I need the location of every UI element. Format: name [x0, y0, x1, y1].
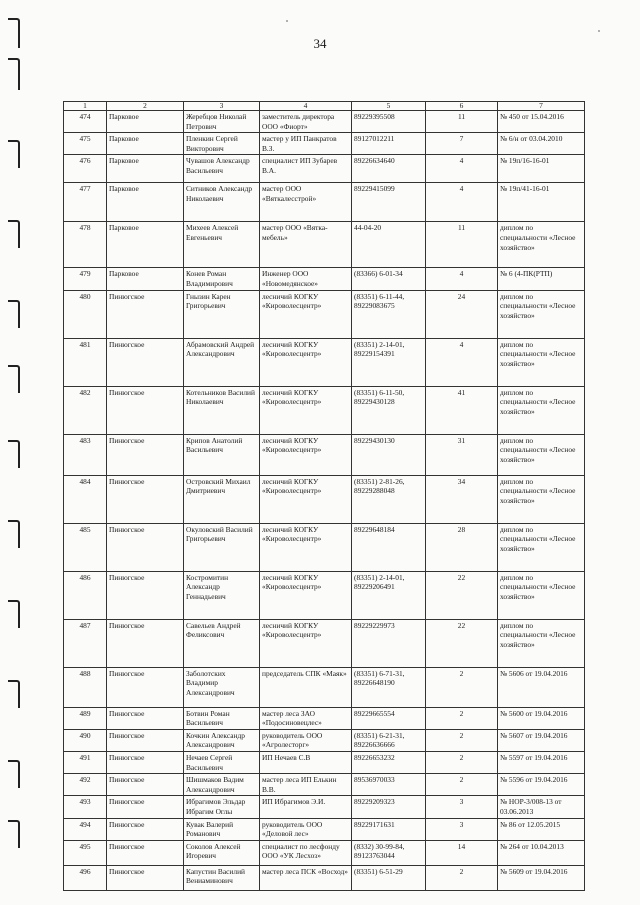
table-row: [64, 774, 585, 796]
table-row: [64, 619, 585, 667]
table-row: [64, 796, 585, 818]
row-number-cell: 494: [64, 818, 107, 840]
document-cell: диплом по специальности «Лесное хозяйство»: [498, 475, 585, 523]
full-name-cell: Шишмаков Вадим Александрович: [184, 774, 260, 796]
binder-mark: [8, 140, 20, 168]
district-cell: Парковое: [107, 183, 184, 222]
full-name-cell: Заболотских Владимир Александрович: [184, 667, 260, 707]
row-number-cell: 480: [64, 290, 107, 338]
document-cell: № НОР-3/008-13 от 03.06.2013: [498, 796, 585, 818]
row-number-cell: 481: [64, 338, 107, 386]
experience-cell: 3: [426, 796, 498, 818]
full-name-cell: Островский Михаил Дмитриевич: [184, 475, 260, 523]
position-cell: мастер у ИП Панкратов В.З.: [260, 133, 352, 155]
full-name-cell: Котельников Василий Николаевич: [184, 386, 260, 434]
experience-cell: 22: [426, 571, 498, 619]
row-number-cell: 491: [64, 751, 107, 773]
table-row: [64, 183, 585, 222]
experience-cell: 2: [426, 729, 498, 751]
header-cell: 1: [64, 102, 107, 111]
position-cell: мастер леса ПСК «Восход»: [260, 865, 352, 890]
phone-cell: 44-04-20: [352, 222, 426, 268]
table-row: [64, 222, 585, 268]
district-cell: Пинюгское: [107, 523, 184, 571]
position-cell: руководитель ООО «Агролесторг»: [260, 729, 352, 751]
row-number-cell: 493: [64, 796, 107, 818]
row-number-cell: 483: [64, 434, 107, 475]
experience-cell: 2: [426, 865, 498, 890]
table-row: [64, 155, 585, 183]
document-cell: диплом по специальности «Лесное хозяйство»: [498, 571, 585, 619]
binder-mark: [8, 440, 20, 468]
experience-cell: 28: [426, 523, 498, 571]
full-name-cell: Ситников Александр Николаевич: [184, 183, 260, 222]
phone-cell: (8332) 30-99-84, 89123763044: [352, 840, 426, 865]
table-row: [64, 667, 585, 707]
full-name-cell: Ибрагимов Эльдар Ибрагим Оглы: [184, 796, 260, 818]
position-cell: лесничий КОГКУ «Кироволесцентр»: [260, 290, 352, 338]
phone-cell: 89229395508: [352, 111, 426, 133]
position-cell: Инженер ООО «Новомедянское»: [260, 268, 352, 290]
full-name-cell: Кочкин Александр Александрович: [184, 729, 260, 751]
document-cell: диплом по специальности «Лесное хозяйство»: [498, 523, 585, 571]
phone-cell: 89229415099: [352, 183, 426, 222]
experience-cell: 4: [426, 183, 498, 222]
document-cell: № 5607 от 19.04.2016: [498, 729, 585, 751]
table-row: [64, 338, 585, 386]
phone-cell: 89229430130: [352, 434, 426, 475]
experience-cell: 31: [426, 434, 498, 475]
phone-cell: 89229209323: [352, 796, 426, 818]
phone-cell: 89229229973: [352, 619, 426, 667]
phone-cell: (83351) 6-21-31, 89226636666: [352, 729, 426, 751]
row-number-cell: 479: [64, 268, 107, 290]
district-cell: Пинюгское: [107, 707, 184, 729]
row-number-cell: 489: [64, 707, 107, 729]
district-cell: Пинюгское: [107, 840, 184, 865]
header-row: [64, 102, 585, 111]
document-cell: диплом по специальности «Лесное хозяйство»: [498, 290, 585, 338]
experience-cell: 14: [426, 840, 498, 865]
table-row: [64, 133, 585, 155]
row-number-cell: 477: [64, 183, 107, 222]
full-name-cell: Жеребцов Николай Петрович: [184, 111, 260, 133]
experience-cell: 11: [426, 222, 498, 268]
table-row: [64, 475, 585, 523]
experience-cell: 2: [426, 707, 498, 729]
row-number-cell: 490: [64, 729, 107, 751]
document-cell: диплом по специальности «Лесное хозяйство»: [498, 222, 585, 268]
row-number-cell: 476: [64, 155, 107, 183]
position-cell: руководитель ООО «Деловой лес»: [260, 818, 352, 840]
full-name-cell: Ботвин Роман Васильевич: [184, 707, 260, 729]
position-cell: лесничий КОГКУ «Кироволесцентр»: [260, 523, 352, 571]
position-cell: специалист по лесфонду ООО «УК Лесхоз»: [260, 840, 352, 865]
experience-cell: 2: [426, 751, 498, 773]
position-cell: заместитель директора ООО «Фиорт»: [260, 111, 352, 133]
position-cell: лесничий КОГКУ «Кироволесцентр»: [260, 386, 352, 434]
table-row: [64, 729, 585, 751]
page-number: 34: [313, 36, 327, 51]
document-cell: № 450 от 15.04.2016: [498, 111, 585, 133]
row-number-cell: 474: [64, 111, 107, 133]
table-row: [64, 840, 585, 865]
document-cell: диплом по специальности «Лесное хозяйство»: [498, 434, 585, 475]
row-number-cell: 475: [64, 133, 107, 155]
table-row: [64, 751, 585, 773]
row-number-cell: 486: [64, 571, 107, 619]
position-cell: лесничий КОГКУ «Кироволесцентр»: [260, 475, 352, 523]
district-cell: Пинюгское: [107, 667, 184, 707]
experience-cell: 11: [426, 111, 498, 133]
full-name-cell: Окуловский Василий Григорьевич: [184, 523, 260, 571]
position-cell: мастер леса ИП Елькин В.В.: [260, 774, 352, 796]
table-row: [64, 523, 585, 571]
full-name-cell: Костромитин Александр Геннадьевич: [184, 571, 260, 619]
phone-cell: (83351) 2-14-01, 89229206491: [352, 571, 426, 619]
header-cell: 7: [498, 102, 585, 111]
position-cell: специалист ИП Зубарев В.А.: [260, 155, 352, 183]
phone-cell: (83351) 6-51-29: [352, 865, 426, 890]
position-cell: мастер леса ЗАО «Подосиновецлес»: [260, 707, 352, 729]
district-cell: Парковое: [107, 133, 184, 155]
phone-cell: 89226653232: [352, 751, 426, 773]
scan-speck: [286, 20, 288, 22]
phone-cell: (83351) 2-14-01, 89229154391: [352, 338, 426, 386]
phone-cell: (83366) 6-01-34: [352, 268, 426, 290]
table-row: [64, 571, 585, 619]
experience-cell: 2: [426, 667, 498, 707]
phone-cell: (83351) 6-11-44, 89229083675: [352, 290, 426, 338]
full-name-cell: Капустин Василий Вениаминович: [184, 865, 260, 890]
header-cell: 5: [352, 102, 426, 111]
document-cell: № 5596 от 19.04.2016: [498, 774, 585, 796]
binder-mark: [8, 600, 20, 628]
row-number-cell: 485: [64, 523, 107, 571]
table-row: [64, 386, 585, 434]
phone-cell: 89229648184: [352, 523, 426, 571]
binder-mark: [8, 520, 20, 548]
row-number-cell: 496: [64, 865, 107, 890]
full-name-cell: Михеев Алексей Евгеньевич: [184, 222, 260, 268]
experience-cell: 4: [426, 268, 498, 290]
row-number-cell: 488: [64, 667, 107, 707]
phone-cell: (83351) 6-71-31, 89226648190: [352, 667, 426, 707]
position-cell: мастер ООО «Вяткалесстрой»: [260, 183, 352, 222]
table-row: [64, 865, 585, 890]
position-cell: ИП Ибрагимов Э.И.: [260, 796, 352, 818]
experience-cell: 4: [426, 338, 498, 386]
full-name-cell: Абрамовский Андрей Александрович: [184, 338, 260, 386]
document-cell: № 6/н от 03.04.2010: [498, 133, 585, 155]
district-cell: Пинюгское: [107, 751, 184, 773]
district-cell: Парковое: [107, 155, 184, 183]
header-cell: 2: [107, 102, 184, 111]
experience-cell: 34: [426, 475, 498, 523]
experience-cell: 24: [426, 290, 498, 338]
document-cell: диплом по специальности «Лесное хозяйство»: [498, 338, 585, 386]
document-cell: диплом по специальности «Лесное хозяйство»: [498, 386, 585, 434]
document-cell: № 86 от 12.05.2015: [498, 818, 585, 840]
document-cell: диплом по специальности «Лесное хозяйство»: [498, 619, 585, 667]
table-body: [64, 111, 585, 891]
binder-mark: [8, 760, 20, 788]
header-cell: 6: [426, 102, 498, 111]
experience-cell: 2: [426, 774, 498, 796]
binder-mark: [8, 300, 20, 328]
binder-holes: [2, 0, 32, 905]
table-row: [64, 268, 585, 290]
document-cell: № 19п/16-16-01: [498, 155, 585, 183]
district-cell: Пинюгское: [107, 290, 184, 338]
district-cell: Парковое: [107, 222, 184, 268]
full-name-cell: Савельев Андрей Феликсович: [184, 619, 260, 667]
full-name-cell: Пленкин Сергей Викторович: [184, 133, 260, 155]
district-cell: Пинюгское: [107, 774, 184, 796]
phone-cell: 89229171631: [352, 818, 426, 840]
district-cell: Пинюгское: [107, 338, 184, 386]
table-row: [64, 818, 585, 840]
district-cell: Пинюгское: [107, 434, 184, 475]
position-cell: мастер ООО «Вятка-мебель»: [260, 222, 352, 268]
full-name-cell: Кувак Валерий Романович: [184, 818, 260, 840]
header-cell: 3: [184, 102, 260, 111]
district-cell: Пинюгское: [107, 729, 184, 751]
binder-mark: [8, 365, 20, 393]
row-number-cell: 487: [64, 619, 107, 667]
row-number-cell: 495: [64, 840, 107, 865]
district-cell: Пинюгское: [107, 796, 184, 818]
district-cell: Парковое: [107, 268, 184, 290]
scan-speck: [598, 30, 600, 32]
phone-cell: 89127012211: [352, 133, 426, 155]
table-row: [64, 290, 585, 338]
full-name-cell: Конев Роман Владимирович: [184, 268, 260, 290]
district-cell: Пинюгское: [107, 571, 184, 619]
document-cell: № 5609 от 19.04.2016: [498, 865, 585, 890]
row-number-cell: 482: [64, 386, 107, 434]
full-name-cell: Чувашов Александр Васильевич: [184, 155, 260, 183]
table-row: [64, 707, 585, 729]
table-row: [64, 111, 585, 133]
document-cell: № 5606 от 19.04.2016: [498, 667, 585, 707]
district-cell: Пинюгское: [107, 619, 184, 667]
experience-cell: 41: [426, 386, 498, 434]
position-cell: лесничий КОГКУ «Кироволесцентр»: [260, 619, 352, 667]
experience-cell: 4: [426, 155, 498, 183]
district-cell: Парковое: [107, 111, 184, 133]
experience-cell: 22: [426, 619, 498, 667]
position-cell: ИП Нечаев С.В: [260, 751, 352, 773]
full-name-cell: Крипов Анатолий Васильевич: [184, 434, 260, 475]
table-row: [64, 434, 585, 475]
full-name-cell: Нечаев Сергей Васильевич: [184, 751, 260, 773]
experience-cell: 3: [426, 818, 498, 840]
register-table: [63, 101, 585, 891]
row-number-cell: 478: [64, 222, 107, 268]
position-cell: лесничий КОГКУ «Кироволесцентр»: [260, 571, 352, 619]
binder-mark: [8, 220, 20, 248]
header-cell: 4: [260, 102, 352, 111]
binder-mark: [8, 680, 20, 708]
phone-cell: 89536970033: [352, 774, 426, 796]
phone-cell: 89229665554: [352, 707, 426, 729]
district-cell: Пинюгское: [107, 818, 184, 840]
district-cell: Пинюгское: [107, 475, 184, 523]
position-cell: лесничий КОГКУ «Кироволесцентр»: [260, 434, 352, 475]
district-cell: Пинюгское: [107, 386, 184, 434]
row-number-cell: 492: [64, 774, 107, 796]
binder-mark: [8, 58, 20, 90]
district-cell: Пинюгское: [107, 865, 184, 890]
document-cell: № 5600 от 19.04.2016: [498, 707, 585, 729]
binder-mark: [8, 820, 20, 848]
phone-cell: (83351) 6-11-50, 89229430128: [352, 386, 426, 434]
phone-cell: (83351) 2-81-26, 89229288048: [352, 475, 426, 523]
full-name-cell: Гнызин Карен Григорьевич: [184, 290, 260, 338]
document-cell: № 19п/41-16-01: [498, 183, 585, 222]
row-number-cell: 484: [64, 475, 107, 523]
full-name-cell: Соколов Алексей Игоревич: [184, 840, 260, 865]
document-cell: № 264 от 10.04.2013: [498, 840, 585, 865]
phone-cell: 89226634640: [352, 155, 426, 183]
document-cell: № 6 (4-ПК(РТП): [498, 268, 585, 290]
document-cell: № 5597 от 19.04.2016: [498, 751, 585, 773]
experience-cell: 7: [426, 133, 498, 155]
position-cell: лесничий КОГКУ «Кироволесцентр»: [260, 338, 352, 386]
position-cell: председатель СПК «Маяк»: [260, 667, 352, 707]
